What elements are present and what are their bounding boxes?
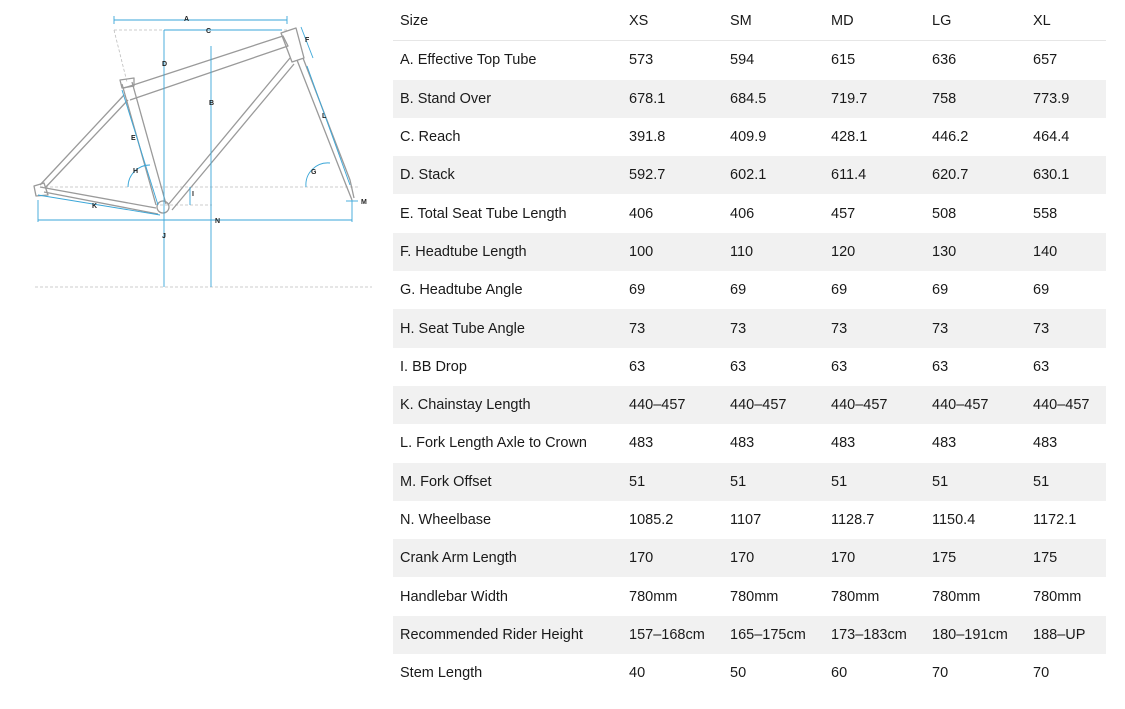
value-xl: 69	[1033, 282, 1050, 299]
dimension-labels	[92, 16, 367, 240]
reference-lines	[35, 30, 372, 287]
dimension-lines	[38, 16, 358, 287]
measurement-name: D. Stack	[393, 156, 622, 194]
value-lg: 446.2	[932, 129, 969, 146]
value-md: 120	[824, 233, 925, 271]
value-sm: 50	[730, 665, 747, 682]
value-md: 69	[831, 282, 848, 299]
value-md: 173–183cm	[824, 616, 925, 654]
value-lg: 63	[932, 358, 949, 375]
value-sm: 1107	[730, 512, 762, 528]
value-sm: 63	[730, 358, 747, 375]
value-xl: 51	[1026, 463, 1106, 501]
geometry-diagram	[0, 0, 380, 300]
value-xl: 63	[1033, 358, 1050, 375]
value-lg: 483	[932, 435, 957, 452]
table-row	[393, 424, 1106, 462]
label-d: D	[162, 61, 168, 68]
value-xs: 391.8	[629, 129, 666, 146]
value-md: 719.7	[824, 80, 925, 118]
value-sm: 684.5	[723, 80, 824, 118]
value-md: 428.1	[831, 129, 868, 146]
value-xs: 63	[629, 358, 646, 375]
value-xl: 140	[1026, 233, 1106, 271]
label-l: L	[322, 113, 327, 120]
measurement-name: N. Wheelbase	[400, 512, 492, 528]
value-xl: 440–457	[1026, 386, 1106, 424]
value-sm: 602.1	[723, 156, 824, 194]
value-lg: 1150.4	[932, 512, 976, 528]
value-xl: 780mm	[1033, 588, 1082, 605]
value-md: 611.4	[824, 156, 925, 194]
value-sm: 594	[730, 52, 755, 69]
geometry-table-container	[393, 2, 1104, 692]
value-xs: 592.7	[622, 156, 723, 194]
value-xs: 100	[622, 233, 723, 271]
value-lg: 758	[925, 80, 1026, 118]
header-lg: LG	[925, 2, 1026, 41]
value-lg: 780mm	[932, 588, 981, 605]
value-xl: 773.9	[1026, 80, 1106, 118]
header-md: MD	[824, 2, 925, 41]
label-c: C	[206, 28, 212, 35]
table-header-row	[393, 2, 1106, 41]
table-row	[393, 309, 1106, 347]
table-body	[393, 41, 1106, 693]
header-sm: SM	[723, 2, 824, 41]
header-xs: XS	[622, 2, 723, 41]
label-i: I	[192, 191, 194, 198]
value-sm: 440–457	[723, 386, 824, 424]
value-xl: 464.4	[1033, 129, 1070, 146]
table-row	[393, 386, 1106, 424]
value-sm: 409.9	[730, 129, 767, 146]
value-xl: 630.1	[1026, 156, 1106, 194]
table-row	[393, 118, 1106, 156]
value-sm: 170	[723, 539, 824, 577]
value-xl: 558	[1033, 205, 1058, 222]
measurement-name: L. Fork Length Axle to Crown	[400, 435, 587, 452]
value-lg: 620.7	[925, 156, 1026, 194]
value-lg: 70	[932, 665, 949, 682]
value-xl: 1172.1	[1033, 512, 1077, 528]
label-f: F	[305, 37, 310, 44]
frame-geometry-drawing	[0, 0, 380, 300]
value-xl: 483	[1033, 435, 1058, 452]
table-row	[393, 271, 1106, 309]
value-xs: 69	[629, 282, 646, 299]
label-b: B	[209, 100, 215, 107]
value-lg: 180–191cm	[925, 616, 1026, 654]
value-xl: 657	[1033, 52, 1058, 69]
value-sm: 69	[730, 282, 747, 299]
value-sm: 406	[730, 205, 755, 222]
value-md: 615	[831, 52, 856, 69]
table-row	[393, 156, 1106, 194]
measurement-name: M. Fork Offset	[393, 463, 622, 501]
value-md: 440–457	[824, 386, 925, 424]
value-lg: 508	[932, 205, 957, 222]
value-md: 51	[824, 463, 925, 501]
measurement-name: Stem Length	[400, 665, 483, 682]
value-xs: 678.1	[622, 80, 723, 118]
table-row	[393, 463, 1106, 501]
label-n: N	[215, 218, 221, 225]
measurement-name: E. Total Seat Tube Length	[400, 205, 567, 222]
value-lg: 636	[932, 52, 957, 69]
label-k: K	[92, 203, 98, 210]
value-md: 73	[824, 309, 925, 347]
value-xl: 175	[1026, 539, 1106, 577]
table-row	[393, 616, 1106, 654]
value-sm: 483	[730, 435, 755, 452]
label-e: E	[131, 135, 136, 142]
value-xs: 573	[629, 52, 654, 69]
header-xl: XL	[1026, 2, 1106, 41]
measurement-name: H. Seat Tube Angle	[393, 309, 622, 347]
label-a: A	[184, 16, 190, 23]
label-j: J	[162, 233, 166, 240]
label-g: G	[311, 169, 317, 176]
value-lg: 440–457	[925, 386, 1026, 424]
value-lg: 69	[932, 282, 949, 299]
value-md: 483	[831, 435, 856, 452]
value-xs: 51	[622, 463, 723, 501]
measurement-name: F. Headtube Length	[393, 233, 622, 271]
value-xs: 40	[629, 665, 646, 682]
geometry-table	[393, 2, 1106, 692]
value-sm: 110	[723, 233, 824, 271]
measurement-name: Recommended Rider Height	[393, 616, 622, 654]
value-md: 60	[831, 665, 848, 682]
value-sm: 51	[723, 463, 824, 501]
value-md: 63	[831, 358, 848, 375]
measurement-name: C. Reach	[400, 129, 461, 146]
table-row	[393, 654, 1106, 692]
table-row	[393, 41, 1106, 80]
value-lg: 73	[925, 309, 1026, 347]
value-xs: 440–457	[622, 386, 723, 424]
value-xl: 73	[1026, 309, 1106, 347]
label-h: H	[133, 168, 139, 175]
value-sm: 165–175cm	[723, 616, 824, 654]
table-row	[393, 501, 1106, 539]
table-row	[393, 80, 1106, 118]
value-sm: 73	[723, 309, 824, 347]
measurement-name: K. Chainstay Length	[393, 386, 622, 424]
table-row	[393, 348, 1106, 386]
label-m: M	[361, 199, 367, 206]
measurement-name: B. Stand Over	[393, 80, 622, 118]
measurement-name: Crank Arm Length	[393, 539, 622, 577]
value-xs: 157–168cm	[622, 616, 723, 654]
value-xl: 70	[1033, 665, 1050, 682]
value-xs: 406	[629, 205, 654, 222]
value-sm: 780mm	[730, 588, 779, 605]
header-size: Size	[393, 2, 622, 41]
value-lg: 51	[925, 463, 1026, 501]
value-md: 170	[824, 539, 925, 577]
value-lg: 130	[925, 233, 1026, 271]
value-md: 457	[831, 205, 856, 222]
value-xs: 170	[622, 539, 723, 577]
value-xs: 1085.2	[629, 512, 674, 528]
table-row	[393, 194, 1106, 232]
measurement-name: A. Effective Top Tube	[400, 52, 537, 69]
measurement-name: I. BB Drop	[400, 358, 467, 375]
value-xs: 780mm	[629, 588, 678, 605]
value-lg: 175	[925, 539, 1026, 577]
table-row	[393, 539, 1106, 577]
value-md: 780mm	[831, 588, 880, 605]
value-xs: 483	[629, 435, 654, 452]
table-row	[393, 233, 1106, 271]
table-row	[393, 577, 1106, 615]
value-xs: 73	[622, 309, 723, 347]
measurement-name: G. Headtube Angle	[400, 282, 523, 299]
measurement-name: Handlebar Width	[400, 588, 508, 605]
value-xl: 188–UP	[1026, 616, 1106, 654]
value-md: 1128.7	[831, 512, 875, 528]
